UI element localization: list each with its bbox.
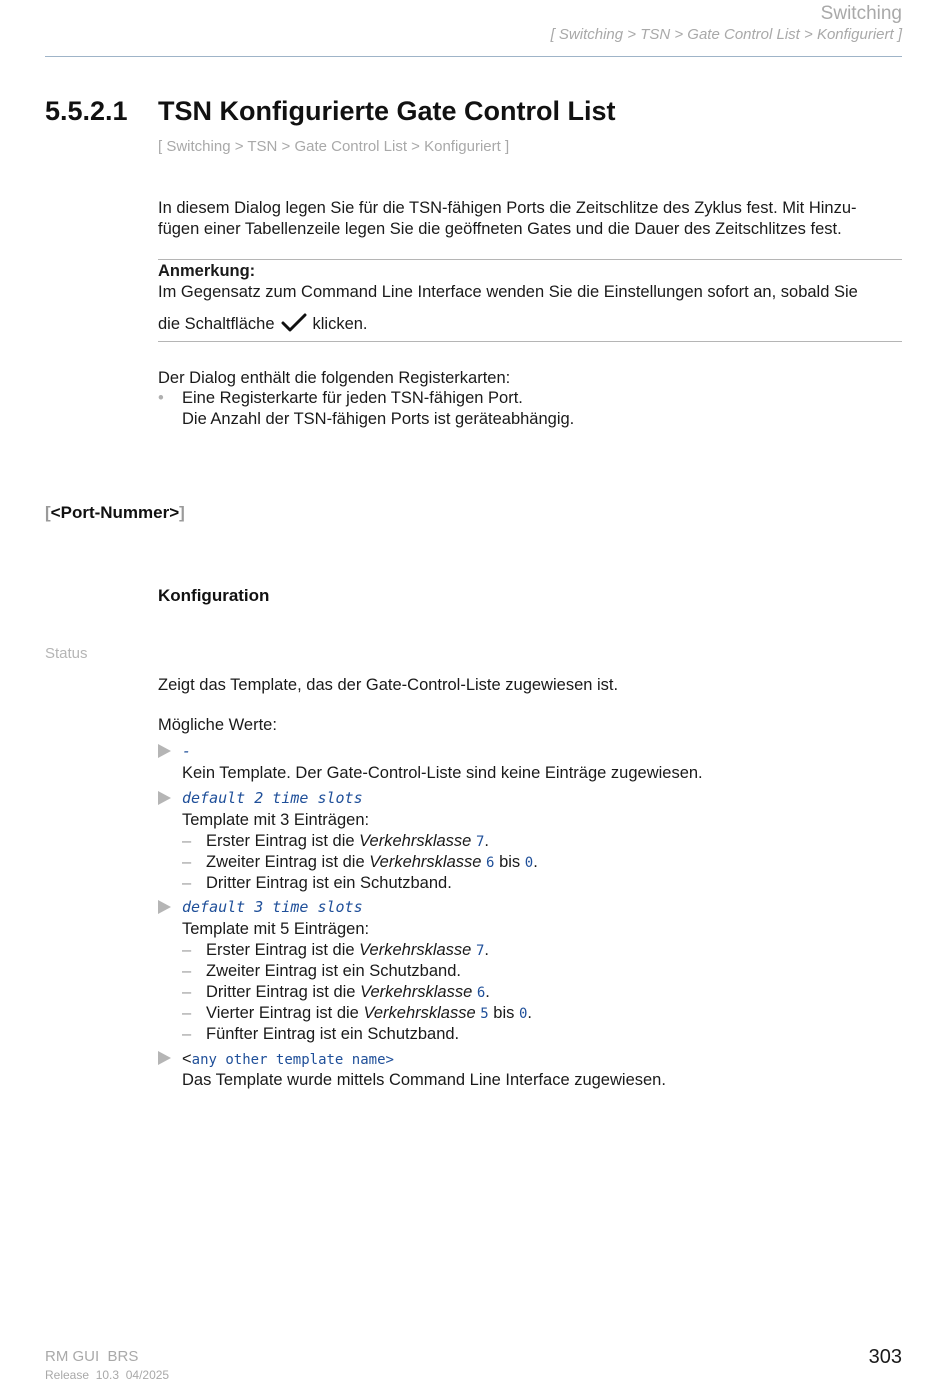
header-divider (45, 56, 902, 57)
sub-item: Zweiter Eintrag ist die Verkehrsklasse 6 bis 0. (206, 853, 538, 871)
section-number: 5.5.2.1 (45, 96, 128, 126)
config-heading: Konfiguration (158, 586, 270, 605)
running-header-title: Switching (820, 3, 902, 24)
section-breadcrumb: [ Switching > TSN > Gate Control List > Konfiguriert ] (158, 138, 510, 155)
bracket-close: ] (179, 503, 185, 522)
sub-item: Erster Eintrag ist die Verkehrsklasse 7. (206, 832, 489, 850)
note-divider-bottom (158, 341, 902, 342)
value-code: - (182, 742, 192, 760)
dash-marker: – (182, 832, 192, 850)
triangle-bullet-icon (158, 900, 171, 914)
triangle-bullet-icon (158, 1051, 171, 1065)
dash-marker: – (182, 983, 192, 1001)
dash-marker: – (182, 941, 192, 959)
port-tab-label: <Port-Nummer> (50, 503, 180, 522)
section-title: TSN Konfigurierte Gate Control List (158, 96, 616, 126)
footer-document-name: RM GUI BRS (45, 1348, 139, 1365)
bracket-open: [ (45, 503, 51, 522)
checkmark-icon (281, 313, 307, 333)
value-description: Kein Template. Der Gate-Control-Liste sind keine Einträge zugewiesen. (182, 764, 703, 782)
tabs-bullet-item: Eine Registerkarte für jeden TSN-fähigen Port. (182, 389, 523, 407)
triangle-bullet-icon (158, 744, 171, 758)
triangle-bullet-icon (158, 791, 171, 805)
sub-item: Fünfter Eintrag ist ein Schutzband. (206, 1025, 460, 1043)
dash-marker: – (182, 853, 192, 871)
running-header-path: [ Switching > TSN > Gate Control List > Konfiguriert ] (550, 26, 902, 43)
dash-marker: – (182, 874, 192, 892)
dash-marker: – (182, 1025, 192, 1043)
bullet-marker: • (158, 389, 164, 407)
note-divider-top (158, 259, 902, 260)
footer-release: Release 10.3 04/2025 (45, 1368, 170, 1382)
sub-item: Dritter Eintrag ist ein Schutzband. (206, 874, 452, 892)
value-code: default 3 time slots (182, 898, 363, 916)
value-description: Das Template wurde mittels Command Line Interface zugewiesen. (182, 1071, 666, 1089)
page-number: 303 (868, 1346, 902, 1368)
dash-marker: – (182, 1004, 192, 1022)
dash-marker: – (182, 962, 192, 980)
note-text-before: die Schaltfläche (158, 315, 275, 333)
value-code-any-template: <any other template name> (182, 1050, 394, 1068)
intro-line: fügen einer Tabellenzeile legen Sie die geöffneten Gates und die Dauer des Zeitschlitzes fest. (158, 220, 842, 238)
sub-item: Zweiter Eintrag ist ein Schutzband. (206, 962, 461, 980)
param-description: Zeigt das Template, das der Gate-Control-Liste zugewiesen ist. (158, 676, 619, 694)
tabs-bullet-note: Die Anzahl der TSN-fähigen Ports ist geräteabhängig. (182, 410, 575, 428)
values-intro: Mögliche Werte: (158, 716, 277, 734)
note-text: Im Gegensatz zum Command Line Interface wenden Sie die Einstellungen sofort an, sobald Sie (158, 283, 858, 301)
intro-line: In diesem Dialog legen Sie für die TSN-fähigen Ports die Zeitschlitze des Zyklus fest. Mit Hinzu- (158, 199, 857, 217)
sub-item: Erster Eintrag ist die Verkehrsklasse 7. (206, 941, 489, 959)
port-tab-heading (45, 503, 185, 523)
note-text-with-icon (158, 313, 368, 335)
value-code: default 2 time slots (182, 789, 363, 807)
param-label-status: Status (45, 645, 88, 662)
note-text-after: klicken. (312, 315, 368, 333)
value-description: Template mit 5 Einträgen: (182, 920, 370, 938)
tabs-intro: Der Dialog enthält die folgenden Registerkarten: (158, 369, 511, 387)
note-title: Anmerkung: (158, 262, 256, 280)
sub-item: Vierter Eintrag ist die Verkehrsklasse 5 bis 0. (206, 1004, 532, 1022)
sub-item: Dritter Eintrag ist die Verkehrsklasse 6. (206, 983, 490, 1001)
value-description: Template mit 3 Einträgen: (182, 811, 370, 829)
intro-paragraph (158, 198, 903, 240)
